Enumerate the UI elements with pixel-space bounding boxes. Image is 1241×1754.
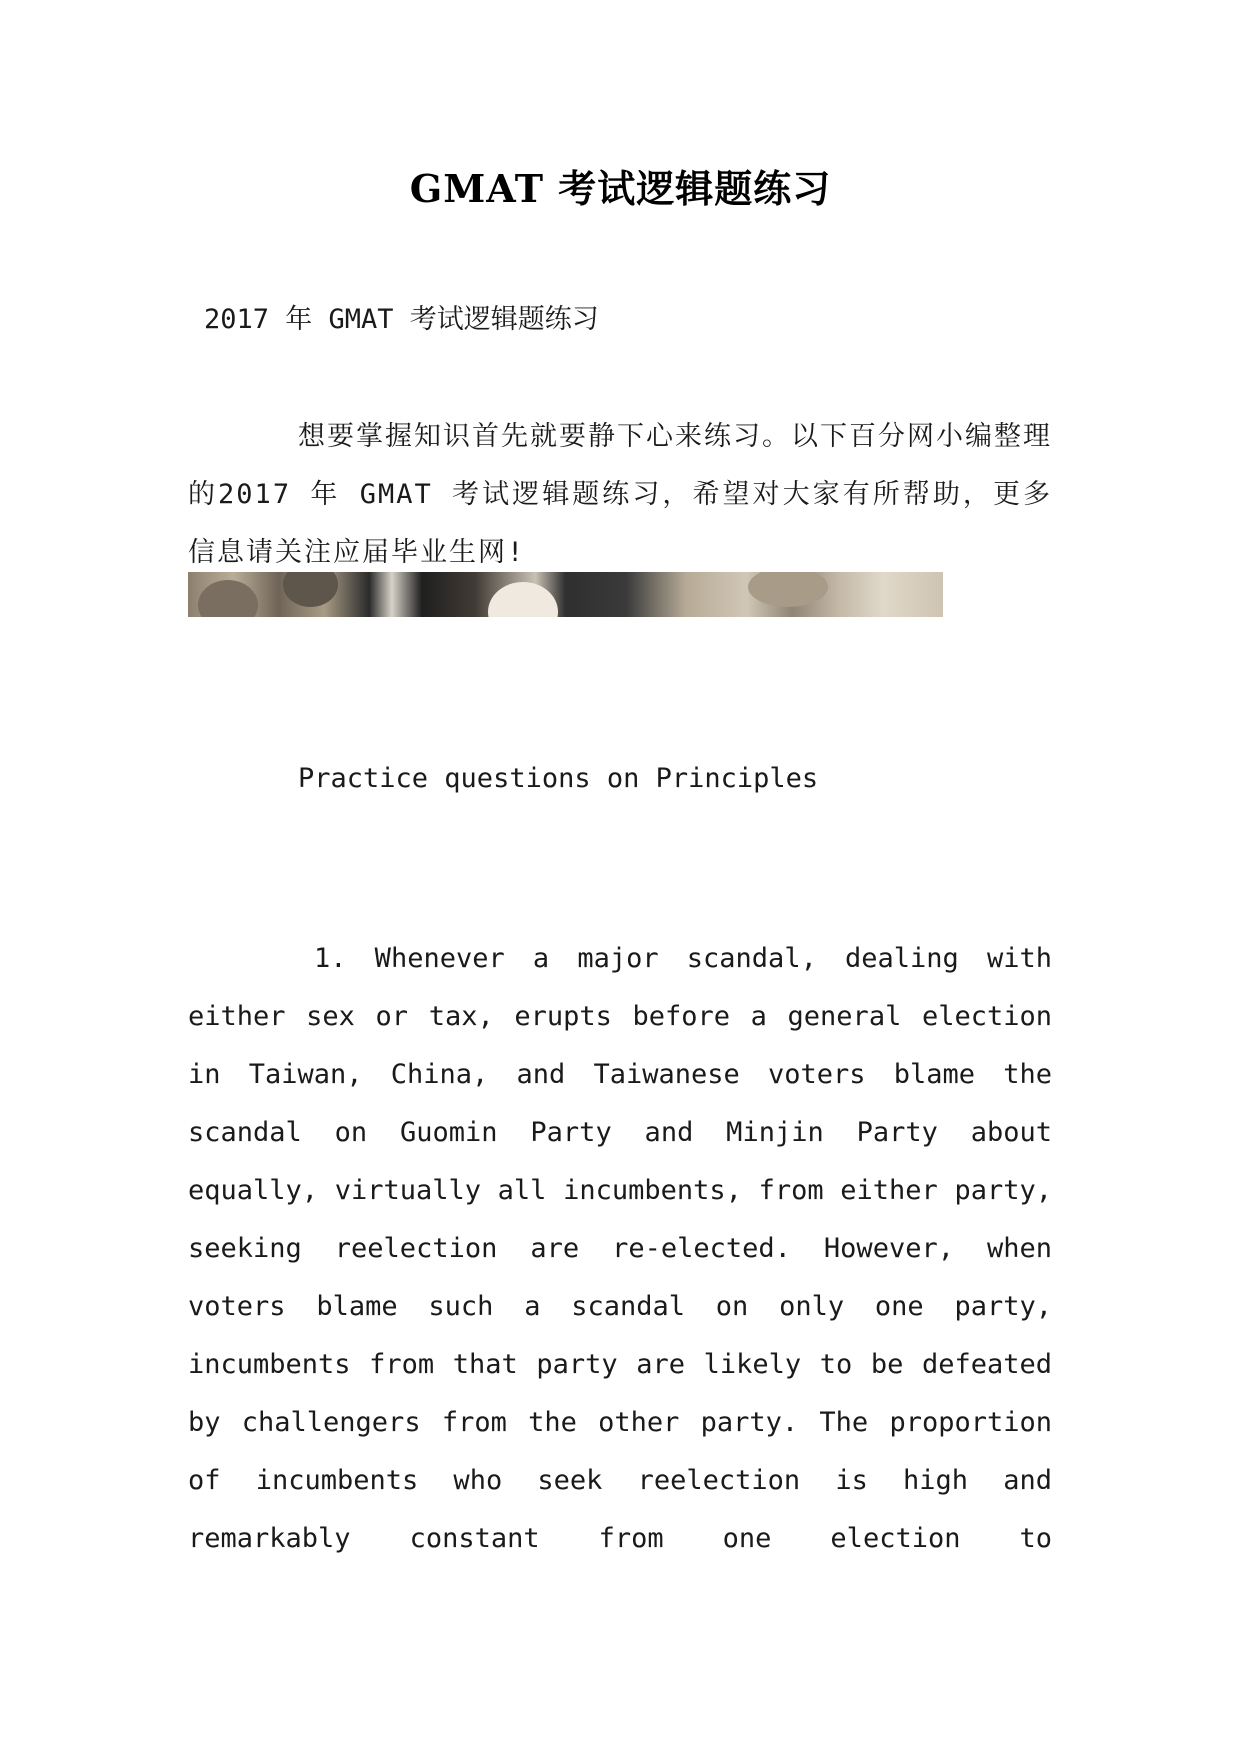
intro-paragraph: 想要掌握知识首先就要静下心来练习。以下百分网小编整理的2017 年 GMAT 考试逻辑题练习，希望对大家有所帮助，更多信息请关注应届毕业生网!: [188, 421, 1052, 568]
section-heading: Practice questions on Principles: [298, 763, 819, 794]
question-1-text: 1. Whenever a major scandal, dealing with either sex or tax, erupts before a general election in Taiwan, China, and Taiwanese voters blame the scandal on Guomin Party and Minjin Party about equally, virtually all incumbents, from either party, seeking reelection are re-elected. However, when voters blame such a scandal on only one party, incumbents from that party are likely to be defeated by challengers from the other party. The proportion of incumbents who seek reelection is high and remarkably constant from one election to: [188, 943, 1052, 1554]
photo-shape: [488, 582, 558, 617]
document-subtitle: 2017 年 GMAT 考试逻辑题练习: [204, 304, 599, 335]
photo-shape: [748, 572, 828, 607]
photo-shape: [198, 580, 258, 617]
document-title: GMAT 考试逻辑题练习: [409, 166, 832, 211]
photo-image: [188, 572, 943, 617]
photo-shape: [283, 572, 338, 607]
